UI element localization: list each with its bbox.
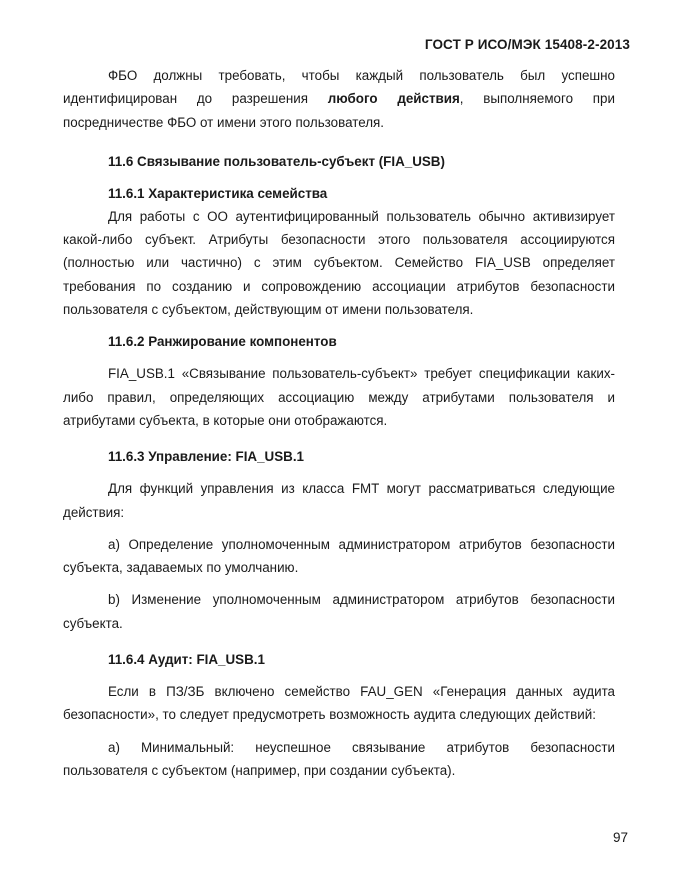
page-number: 97 bbox=[612, 830, 628, 845]
intro-text-bold: любого действия bbox=[327, 91, 460, 107]
section-11-6-2-heading: 11.6.2 Ранжирование компонентов bbox=[108, 334, 337, 350]
section-11-6-4-item-a: а) Минимальный: неуспешное связывание атрибутов безопасности пользователя с субъектом (например, при создании субъекта). bbox=[63, 739, 615, 778]
section-11-6-3-heading: 11.6.3 Управление: FIA_USB.1 bbox=[108, 449, 304, 465]
section-11-6-3-paragraph: Для функций управления из класса FMT могут рассматриваться следующие действия: bbox=[63, 481, 615, 520]
intro-paragraph bbox=[63, 64, 615, 134]
section-11-6-2-paragraph: FIA_USB.1 «Связывание пользователь-субъект» требует спецификации каких-либо правил, определяющих ассоциацию между атрибутами пользователя и атрибутами субъекта, в которые они отображаются. bbox=[63, 366, 615, 428]
section-11-6-1-heading: 11.6.1 Характеристика семейства bbox=[108, 185, 328, 201]
section-11-6-4-paragraph: Если в ПЗ/ЗБ включено семейство FAU_GEN «Генерация данных аудита безопасности», то следует предусмотреть возможность аудита следующих действий: bbox=[63, 684, 615, 723]
intro-text-after: , выполняемого при посредничестве ФБО от имени этого пользователя. bbox=[63, 91, 615, 130]
section-11-6-1-paragraph: Для работы с ОО аутентифицированный пользователь обычно активизирует какой-либо субъект. Атрибуты безопасности этого пользователя ассоциируются (полностью или частично) с этим субъектом. Семейство FIA_USB определяет требования по созданию и сопровождению ассоциации атрибутов безопасности пользователя с субъектом, действующим от имени пользователя. bbox=[63, 208, 615, 318]
section-11-6-4-heading: 11.6.4 Аудит: FIA_USB.1 bbox=[108, 652, 265, 668]
page-body bbox=[63, 64, 615, 782]
document-code: ГОСТ Р ИСО/МЭК 15408-2-2013 bbox=[424, 37, 630, 52]
section-11-6-3-item-a: a) Определение уполномоченным администратором атрибутов безопасности субъекта, задаваемых по умолчанию. bbox=[63, 536, 615, 576]
section-11-6-3-item-b: b) Изменение уполномоченным администратором атрибутов безопасности субъекта. bbox=[63, 592, 615, 631]
section-11-6-heading: 11.6 Связывание пользователь-субъект (FIA_USB) bbox=[108, 153, 445, 169]
intro-text-before: ФБО должны требовать, чтобы каждый пользователь был успешно идентифицирован до разрешения bbox=[63, 68, 615, 107]
